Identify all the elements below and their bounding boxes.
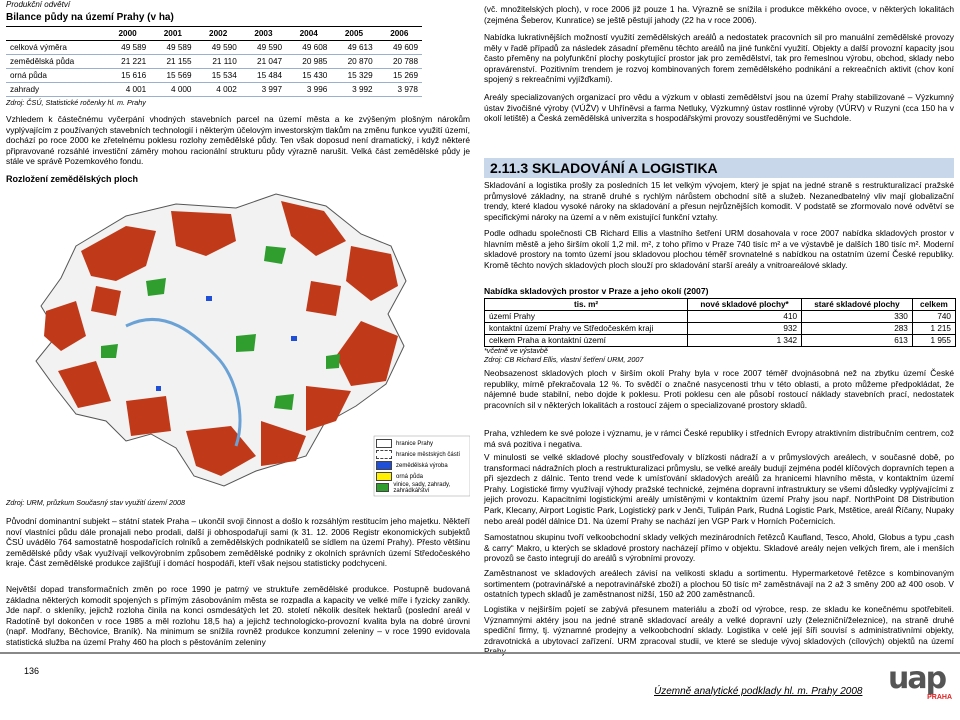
legend-item: orná půda bbox=[376, 471, 470, 482]
section-header: Produkční odvětví bbox=[6, 0, 71, 9]
right-paragraph-10: Zaměstnanost ve skladových areálech závisí na velikosti skladu a sortimentu. Hypermarketové řetězce s kombinovaným sortimentem (potravinářské a nepotravinářské zboží) a plochou 50 tisíc m² zaměstnávají na 2 až 3 směny 200 až 400 osob. V ostatních typech skladů je zaměstnanost nižší, 150 až 200 zaměstnanců. bbox=[484, 568, 954, 600]
table-row: zemědělská půda 21 221 21 155 21 110 21 047 20 985 20 870 20 788 bbox=[6, 55, 422, 69]
table-row: orná půda 15 616 15 569 15 534 15 484 15 430 15 329 15 269 bbox=[6, 69, 422, 83]
right-paragraph-11: Logistika v nejširším pojetí se zabývá přesunem materiálu a zboží od výrobce, resp. ze skladu ke konečnému spotřebiteli. Významnými aktéry jsou na jedné straně skladovací areály a velké dopravní uzly (železniční/železnice), na straně druhé spediční firmy, tj. významné prodejny a velkoobchodní sklady. Logistika v celé její šíři souvisí s administrativními objekty, zdravotnická a ubytovací zařízení. URM zpracoval studii, ve které se sleduje vývoj skladových (cílových) objektů na území bbox=[484, 604, 954, 646]
right-paragraph-6: Neobsazenost skladových ploch v širším okolí Prahy byla v roce 2007 téměř dvojnásobná než na zbytku území České republiky, mírně překračovala 12 %. To svědčí o značné nasycenosti trhu v této oblasti, a proto můžeme předpokládat, že nájemné bude stabilní, nebo dojde k poklesu. Proti poklesu cen ale působí rostoucí náklady stavebních prací, nedostatek pracovních sil v některých lokalitách a rostoucí zájem o specializované prostory skladů. bbox=[484, 368, 954, 410]
legend-item: hranice městských částí bbox=[376, 449, 470, 460]
left-paragraph-1: Vzhledem k částečnému vyčerpání vhodných stavebních parcel na území města a ke zvýšeným plošným nárokům vyplývajícím z používaných stavebních technologií i některým účelovým investorským tlakům na změnu funkce využití území, dochází po roce 2000 ke zřetelnému poklesu rozlohy zemědělské půdy. Ten však doposud není dramatický, i když některé připravované rozsáhlé investiční záměry mohou racionální strukturu půdy výrazně narušit. Velká část zemědělské půdy je stále ve správě Pozemkového fondu. bbox=[6, 114, 470, 167]
legend-swatch bbox=[376, 439, 392, 448]
legend-item: hranice Prahy bbox=[376, 438, 470, 449]
table1-source: Zdroj: ČSÚ, Statistické ročenky hl. m. Prahy bbox=[6, 98, 146, 107]
table-row: celková výměra 49 589 49 589 49 590 49 590 49 608 49 613 49 609 bbox=[6, 41, 422, 55]
prague-map-shape bbox=[36, 194, 406, 486]
legend-item: vinice, sady, zahrady, zahrádkářství bbox=[376, 482, 470, 493]
map-title: Rozložení zemědělských ploch bbox=[6, 174, 139, 184]
legend-swatch bbox=[376, 461, 392, 470]
section-heading: 2.11.3 SKLADOVÁNÍ A LOGISTIKA bbox=[484, 158, 954, 178]
legend-item: zemědělská výroba bbox=[376, 460, 470, 471]
right-paragraph-2: Nabídka lukrativnějších možností využití zemědělských areálů a nedostatek pracovních sil pro manuální zemědělské provozy měly v řadě případů za následek zásadní přeměnu těchto areálů na jiné funkční využití. Objekty a další provozní kapacity jsou často přeměny na polyfunkční plochy poskytující prostor jak pro zemědělství, tak pro řemeslnou výrobu, obchod, sklady nebo opravárenství. Pozitivním trendem je rozvoj kombinovaných forem zemědělského podnikání a rekreačních aktivit (chov koní spojený s rekreačními vyjížďkami). bbox=[484, 32, 954, 85]
table-row: kontaktní území Prahy ve Středočeském kraji 932 283 1 215 bbox=[485, 323, 956, 335]
table1-title: Bilance půdy na území Prahy (v ha) bbox=[6, 12, 174, 23]
page-number: 136 bbox=[24, 666, 40, 676]
uap-logo: uap PRAHA bbox=[888, 661, 952, 701]
footer-divider bbox=[0, 652, 960, 654]
table-header-row: tis. m² nové skladové plochy* staré skladové plochy celkem bbox=[485, 299, 956, 311]
map-source: Zdroj: URM, průzkum Současný stav využití území 2008 bbox=[6, 498, 185, 507]
legend-swatch bbox=[376, 450, 392, 459]
right-paragraph-7: Praha, vzhledem ke své poloze i významu, je v rámci České republiky i středních Evropy atraktivním distribučním centrem, což má svá pozitiva i negativa. bbox=[484, 428, 954, 449]
table-row: zahrady 4 001 4 000 4 002 3 997 3 996 3 992 3 978 bbox=[6, 83, 422, 97]
left-paragraph-2: Původní dominantní subjekt – státní statek Praha – ukončil svoji činnost a došlo k rozsáhlým restitucím jeho majetku. Někteří noví vlastníci půdu dále pronajali nebo prodali, další ji obhospodařují sami (k 31. 12. 2006 Registr ekonomických subjektů ČSÚ uvádělo 764 samostatně hospodařících rolníků a zemědělských podnikatelů se sídlem na území Prahy). Přesto většinu zemědělské půdy však využívají velkovýrobním způsobem zemědělské podniky z okolních správních území Středočeského kraje. Část zemědělské produkce zajišťují i domácí hospodáři, kteří však nejsou statisticky podchyceni. bbox=[6, 516, 470, 569]
right-paragraph-8: V minulosti se velké skladové plochy soustřeďovaly v blízkosti nádraží a v průmyslových areálech, v současné době, po transformaci nádražních ploch a restrukturalizaci průmyslu, se velké areály budují zejména podél klíčových dopravních tepen a při sjezdech z dálnic. Tento trend vede k umísťování skladových areálů za hranicemi hlavního města, v kontaktním území Prahy. Logistické firmy využívají výhody pražské technické, zejména dopravní infrastruktury se všemi důsledky vyplývajícími z jejich provozu. Kapacitními logistickými areály umístěnými v kontaktním území Prahy jsou např. NorthPoint D8 Distribution Park, Klecany, Airport Logistic Park, Logistický park v Jenči, Tulipán Park, Rudná Logistic Park, Mstětice, areál Říčany, Nupaky nebo areál podél dálnice D1. Na území Prahy se nachází jen VGP Park v Horních Počernicích. bbox=[484, 452, 954, 526]
table-row: celkem Praha a kontaktní území 1 342 613 1 955 bbox=[485, 335, 956, 347]
warehouse-offer-table bbox=[484, 298, 956, 347]
left-paragraph-3: Největší dopad transformačních změn po roce 1990 je patrný ve struktuře zemědělské produkce. Postupně budovaná základna některých komodit spojených s přímým zásobováním města se rozpadla a kapacity ve velké míře i fyzicky zanikly. Jde např. o skleníky, jejichž rozloha činila na konci osmdesátých let 20. století několik desítek hektarů (poslední areál v Radotíně byl dokončen v roce 1985 a měl rozlohu 18,5 ha) a jejichž technologicko-provozní kvalita byla na dobré úrovni (např. Modřany, Běchovice, Braník). Na minimum se snížila rovněž produkce konzumní zeleniny – v roce 1990 evidovala statistická služba na území Prahy 460 ha ploch s pěstováním zeleniny bbox=[6, 584, 470, 647]
right-paragraph-5: Podle odhadu společnosti CB Richard Ellis a vlastního šetření URM dosahovala v roce 2007 nabídka skladových prostor v hlavním městě a jeho širším okolí 1,2 mil. m², z toho přímo v Praze 740 tisíc m² a ve výstavbě je dalších 180 tisíc m². Moderní skladové prostory na tomto území jsou skladovou plochou téměř srovnatelné s nabídkou na ostatním území České republiky. Kromě těchto nových skladových ploch slouží pro skladování starší areály a vnitroareálové sklady. bbox=[484, 228, 954, 270]
map-legend-items bbox=[376, 438, 470, 493]
table2-title: Nabídka skladových prostor v Praze a jeho okolí (2007) bbox=[484, 286, 709, 296]
right-paragraph-4: Skladování a logistika prošly za posledních 15 let velkým vývojem, který je spjat na jedné straně s restrukturalizací pražské průmyslové základny, na straně druhé s rychlým nárůstem obchodní sítě a služeb. Nezanedbatelný vliv mají globalizační trendy, které kladou vysoké nároky na skladování a přesun nejrůznějších komodit. V podstatě se zformovalo nové odvětví se specifickými nároky na území a v něm existující funkční vztahy. bbox=[484, 180, 954, 222]
table2-note: *včetně ve výstavbě bbox=[484, 346, 548, 355]
legend-swatch bbox=[376, 472, 392, 481]
table2-source: Zdroj: CB Richard Ellis, vlastní šetření URM, 2007 bbox=[484, 355, 644, 364]
table-header-row: 2000 2001 2002 2003 2004 2005 2006 bbox=[6, 27, 422, 41]
table-row: území Prahy 410 330 740 bbox=[485, 311, 956, 323]
soil-balance-table bbox=[6, 26, 422, 97]
right-paragraph-9: Samostatnou skupinu tvoří velkoobchodní sklady velkých mezinárodních řetězců Kaufland, Tesco, Ahold, Globus a typu „cash & carry“ Makro, u kterých se skladové prostory nacházejí přímo v objektu. Skladové areály nejen velkých firem, ale i menších provozů se často integrují do areálů s výrobními provozy. bbox=[484, 532, 954, 564]
legend-swatch bbox=[376, 483, 389, 492]
right-paragraph-1: (vč. množitelských ploch), v roce 2006 již pouze 1 ha. Výrazně se snížila i produkce měkkého ovoce, v některých lokalitách (zejména Šeberov, Kunratice) se ještě pěstují jahody (22 ha v roce 2006). bbox=[484, 4, 954, 25]
document-title: Územně analytické podklady hl. m. Prahy 2008 bbox=[654, 686, 863, 697]
right-paragraph-3: Areály specializovaných organizací pro vědu a výzkum v oblasti zemědělství jsou na území Prahy stabilizované – Výzkumný ústav živočišné výroby (VÚŽV) v Uhříněvsi a farma Netluky, Výzkumný ústav rostlinné výroby (VÚRV) v Ruzyni (cca 150 ha v okolí letiště) a Česká zemědělská univerzita s hospodářskými provozy soustředěnými ve Suchdole. bbox=[484, 92, 954, 124]
